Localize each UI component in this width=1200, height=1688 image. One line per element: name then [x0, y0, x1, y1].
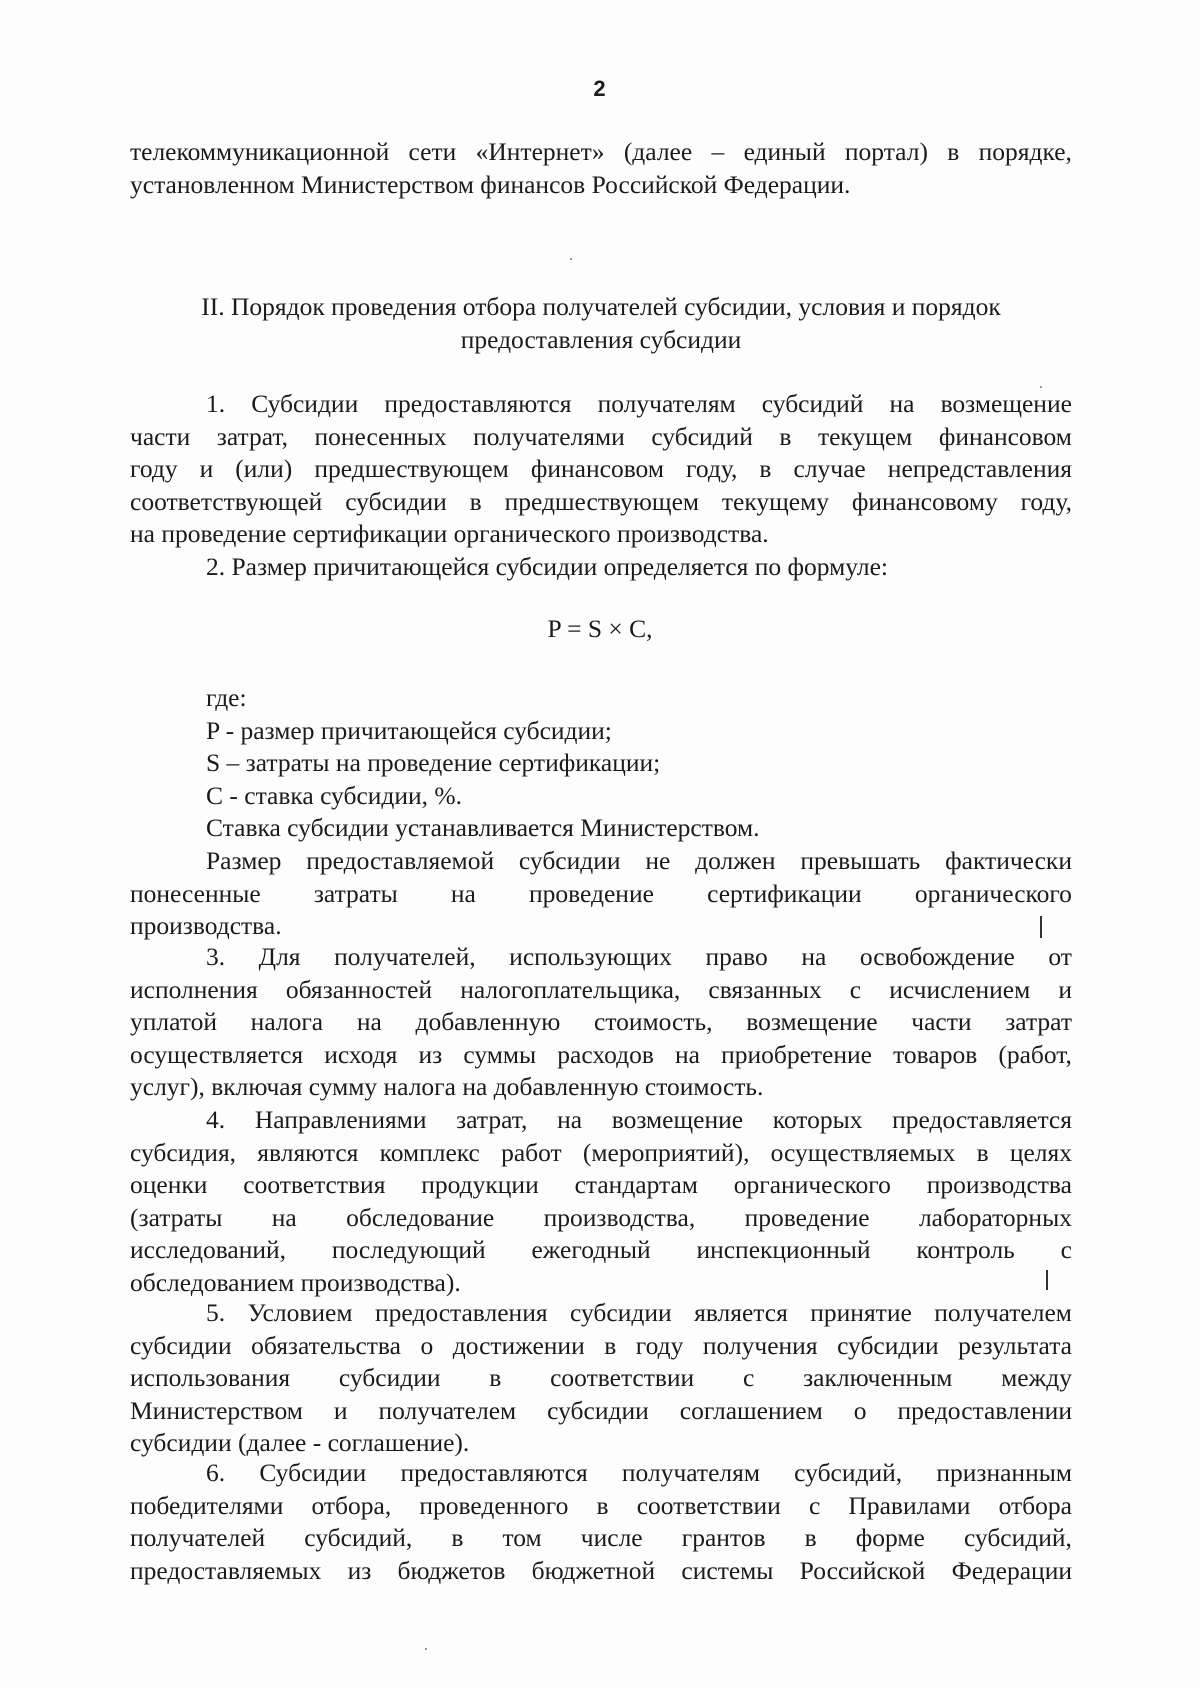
word: субсидии: [345, 486, 447, 516]
word: 6.: [206, 1458, 226, 1487]
scan-dot: [1040, 386, 1042, 388]
text-line: на проведение сертификации органического производства.: [130, 519, 769, 548]
word: из: [418, 1039, 443, 1069]
word: с: [808, 1490, 821, 1520]
word: соответствии: [636, 1490, 781, 1520]
scan-mark: [1046, 1270, 1048, 1290]
word: 5.: [206, 1298, 226, 1327]
word: финансовому: [851, 486, 998, 516]
word: грантов: [681, 1523, 766, 1552]
word: связанных: [708, 974, 822, 1004]
word: в: [976, 1137, 989, 1167]
word: на: [356, 1007, 382, 1036]
formula-legend: [206, 682, 1148, 845]
text-line: [130, 1395, 1072, 1428]
word: осуществляется: [130, 1039, 304, 1069]
word: году: [130, 454, 178, 483]
text-line: установленном Министерством финансов Российской Федерации.: [130, 169, 851, 199]
word: в: [596, 1490, 609, 1520]
word: комплекс: [379, 1137, 480, 1167]
word: является: [694, 1298, 788, 1327]
word: предоставления: [374, 1298, 548, 1327]
word: «Интернет»: [475, 137, 605, 166]
text-line: [130, 1522, 1072, 1555]
word: проведение: [529, 878, 654, 908]
text-line: [130, 941, 1072, 974]
text-line: [130, 388, 1072, 421]
word: расходов: [557, 1039, 654, 1069]
word: отбора,: [311, 1490, 392, 1520]
word: соответствия: [243, 1170, 386, 1199]
text-line: услуг), включая сумму налога на добавленную стоимость.: [130, 1072, 764, 1101]
word: (работ,: [998, 1039, 1072, 1069]
word: с: [1060, 1235, 1072, 1264]
word: обязанностей: [285, 974, 433, 1004]
section-heading: [130, 290, 1072, 356]
word: предоставляемой: [306, 846, 495, 875]
word: предоставлении: [897, 1395, 1072, 1425]
word: которых: [772, 1105, 863, 1134]
paragraph-size-limit: [130, 845, 1072, 943]
word: Субсидии: [251, 389, 359, 418]
word: субсидий: [761, 389, 864, 418]
word: субсидий: [651, 421, 753, 451]
word: продукции: [421, 1170, 539, 1199]
word: субсидия,: [130, 1137, 237, 1167]
word: между: [1001, 1363, 1072, 1392]
word: (мероприятий),: [582, 1137, 750, 1167]
text-line: [130, 878, 1072, 911]
word: году,: [1020, 486, 1072, 516]
paragraph-2: 2. Размер причитающейся субсидии определяется по формуле:: [206, 551, 889, 581]
word: проведение: [744, 1202, 870, 1232]
text-line: [130, 1330, 1072, 1363]
text-line: [130, 1362, 1072, 1395]
word: результата: [958, 1330, 1072, 1360]
word: бюджетной: [531, 1555, 656, 1585]
word: финансовом: [938, 421, 1072, 451]
word: должен: [695, 846, 776, 875]
word: исходя: [324, 1039, 398, 1069]
word: инспекционный: [696, 1235, 871, 1264]
word: Субсидии: [259, 1458, 367, 1487]
word: о: [420, 1330, 434, 1360]
word: Министерством: [130, 1395, 303, 1425]
word: на: [450, 878, 476, 908]
word: случае: [793, 454, 866, 483]
word: и: [199, 454, 214, 483]
word: суммы: [463, 1039, 537, 1069]
word: фактически: [945, 846, 1072, 875]
word: признанным: [936, 1458, 1072, 1487]
word: том: [502, 1523, 542, 1552]
word: возмещение: [611, 1105, 744, 1134]
word: отбора: [998, 1490, 1072, 1520]
word: системы: [681, 1555, 774, 1585]
word: порядке,: [978, 137, 1072, 166]
word: исследований,: [130, 1235, 287, 1264]
heading-line: II. Порядок проведения отбора получателей субсидии, условия и порядок: [201, 292, 1001, 321]
text-line: [130, 421, 1072, 454]
text-line: [130, 845, 1072, 878]
text-line: субсидии (далее - соглашение).: [130, 1428, 470, 1457]
text-line: [130, 1104, 1072, 1137]
word: субсидий,: [963, 1523, 1072, 1552]
word: на: [271, 1202, 297, 1232]
word: исполнения: [130, 974, 258, 1004]
word: соответствии: [550, 1363, 695, 1392]
word: –: [711, 137, 725, 166]
text-line: [130, 1202, 1072, 1235]
word: получателей: [130, 1523, 266, 1552]
word: (далее: [623, 137, 693, 166]
word: текущему: [721, 486, 829, 516]
word: осуществляемых: [770, 1137, 956, 1167]
word: сети: [408, 137, 457, 166]
paragraph-6: [130, 1457, 1072, 1587]
word: понесенные: [130, 878, 261, 908]
scan-dot: [425, 1648, 427, 1650]
word: предоставляемых: [130, 1555, 322, 1585]
word: стандартам: [574, 1170, 698, 1199]
text-line: [130, 136, 1072, 169]
word: году: [635, 1330, 684, 1360]
word: предшествующем: [314, 454, 509, 483]
word: приобретение: [721, 1039, 872, 1069]
word: предоставляются: [384, 389, 572, 418]
word: ежегодный: [531, 1235, 651, 1264]
legend-line: P - размер причитающейся субсидии;: [206, 715, 612, 745]
word: финансовом: [530, 454, 664, 483]
word: в: [779, 421, 792, 451]
word: исчислением: [889, 974, 1031, 1004]
word: 1.: [206, 389, 226, 418]
word: товаров: [893, 1039, 978, 1069]
word: добавленную: [415, 1007, 561, 1036]
word: предоставляются: [400, 1458, 588, 1487]
word: и: [1058, 974, 1072, 1004]
word: с: [849, 974, 862, 1004]
word: части: [911, 1007, 972, 1036]
paragraph-4: [130, 1104, 1072, 1299]
word: производства,: [543, 1202, 696, 1232]
legend-line: C - ставка субсидии, %.: [206, 780, 463, 810]
word: 3.: [206, 942, 226, 971]
word: затрат: [1005, 1007, 1072, 1036]
heading-line: предоставления субсидии: [460, 325, 742, 354]
word: возмещение: [940, 389, 1072, 418]
word: получателям: [621, 1458, 760, 1487]
word: заключенным: [803, 1363, 953, 1392]
word: субсидии: [338, 1363, 441, 1392]
word: контроль: [916, 1235, 1015, 1264]
word: органического: [733, 1170, 891, 1199]
word: целях: [1009, 1137, 1072, 1167]
text-line: [130, 1039, 1072, 1072]
word: в: [947, 137, 960, 166]
word: победителями: [130, 1490, 284, 1520]
text-line: [130, 1234, 1072, 1267]
word: Размер: [206, 846, 282, 875]
word: субсидии: [570, 1298, 672, 1327]
paragraph-5: [130, 1297, 1072, 1460]
word: числе: [580, 1523, 643, 1552]
word: субсидий,: [304, 1523, 413, 1552]
word: от: [1048, 942, 1072, 971]
word: Для: [258, 942, 301, 971]
word: понесенных: [314, 421, 447, 451]
word: в: [604, 1330, 617, 1360]
word: затраты: [313, 878, 398, 908]
word: достижении: [452, 1330, 585, 1360]
word: предшествующем: [504, 486, 700, 516]
text-line: [130, 1555, 1072, 1588]
word: непредставления: [887, 454, 1072, 483]
word: использования: [130, 1363, 291, 1392]
word: получателем: [378, 1395, 517, 1425]
word: получателем: [934, 1298, 1072, 1327]
word: налогоплательщика,: [460, 974, 681, 1004]
word: (или): [235, 454, 293, 483]
word: уплатой: [130, 1007, 217, 1036]
word: телекоммуникационной: [130, 137, 390, 166]
text-line: [130, 486, 1072, 519]
word: о: [853, 1395, 867, 1425]
word: лабораторных: [918, 1202, 1072, 1232]
text-line: [130, 1006, 1072, 1039]
text-line: [130, 1297, 1072, 1330]
word: получателей,: [334, 942, 476, 971]
word: получателями: [473, 421, 625, 451]
word: затрат,: [456, 1105, 528, 1134]
word: на: [557, 1105, 583, 1134]
word: Федерации: [951, 1555, 1072, 1585]
word: сертификации: [707, 878, 862, 908]
word: субсидии: [130, 1330, 232, 1360]
text-line: [130, 453, 1072, 486]
word: бюджетов: [397, 1555, 506, 1585]
word: принятие: [810, 1298, 912, 1327]
word: на: [889, 389, 915, 418]
word: затрат,: [216, 421, 288, 451]
word: получения: [702, 1330, 818, 1360]
word: в: [489, 1363, 502, 1392]
word: соответствующей: [130, 486, 323, 516]
text-line: производства.: [130, 911, 282, 940]
text-line: [130, 974, 1072, 1007]
word: производства: [926, 1170, 1072, 1199]
word: налога: [250, 1007, 324, 1036]
text-line: обследованием производства).: [130, 1267, 461, 1297]
word: субсидий,: [794, 1458, 903, 1487]
text-line: [130, 1169, 1072, 1202]
word: году,: [686, 454, 738, 483]
word: на: [675, 1039, 700, 1069]
word: освобождение: [859, 942, 1015, 971]
word: последующий: [331, 1235, 486, 1264]
legend-line: Ставка субсидии устанавливается Министерством.: [206, 813, 760, 842]
word: из: [347, 1555, 372, 1585]
page-number: 2: [593, 76, 607, 101]
word: стоимость,: [594, 1007, 713, 1036]
word: право: [705, 942, 768, 971]
word: Условием: [247, 1298, 353, 1327]
word: возмещение: [746, 1007, 878, 1036]
word: проведенного: [419, 1490, 569, 1520]
scan-mark: [1040, 916, 1042, 938]
word: превышать: [800, 846, 921, 875]
word: получателям: [597, 389, 736, 418]
word: являются: [257, 1137, 359, 1167]
word: текущем: [817, 421, 913, 451]
scan-dot: [570, 258, 572, 260]
word: Правилами: [848, 1490, 971, 1520]
word: в: [451, 1523, 464, 1552]
word: части: [130, 421, 191, 451]
word: и: [333, 1395, 348, 1425]
word: форме: [855, 1523, 925, 1552]
text-line: [130, 1137, 1072, 1170]
word: Направлениями: [254, 1105, 427, 1134]
word: в: [759, 454, 772, 483]
word: единый: [743, 137, 826, 166]
word: Российской: [799, 1555, 926, 1585]
text-line: [130, 1457, 1072, 1490]
word: субсидии: [837, 1330, 939, 1360]
word: (затраты: [130, 1202, 223, 1232]
word: не: [645, 846, 671, 875]
word: обязательства: [251, 1330, 401, 1360]
word: с: [742, 1363, 755, 1392]
word: субсидии: [547, 1395, 649, 1425]
paragraph-1: [130, 388, 1072, 583]
word: в: [469, 486, 482, 516]
legend-line: где:: [206, 683, 247, 712]
word: работ: [501, 1137, 562, 1167]
text-line: [130, 1490, 1072, 1523]
word: портал): [844, 137, 928, 166]
word: оценки: [130, 1170, 208, 1199]
paragraph-3: [130, 941, 1072, 1104]
word: субсидии: [518, 846, 621, 875]
word: предоставляется: [892, 1105, 1072, 1134]
word: обследование: [346, 1202, 495, 1232]
intro-paragraph: [130, 136, 1072, 201]
word: 4.: [206, 1105, 226, 1134]
legend-line: S – затраты на проведение сертификации;: [206, 748, 661, 777]
word: соглашением: [679, 1395, 823, 1425]
word: органического: [914, 878, 1072, 908]
word: на: [801, 942, 827, 971]
word: в: [804, 1523, 817, 1552]
formula: P = S × C,: [547, 614, 653, 643]
word: использующих: [509, 942, 672, 971]
